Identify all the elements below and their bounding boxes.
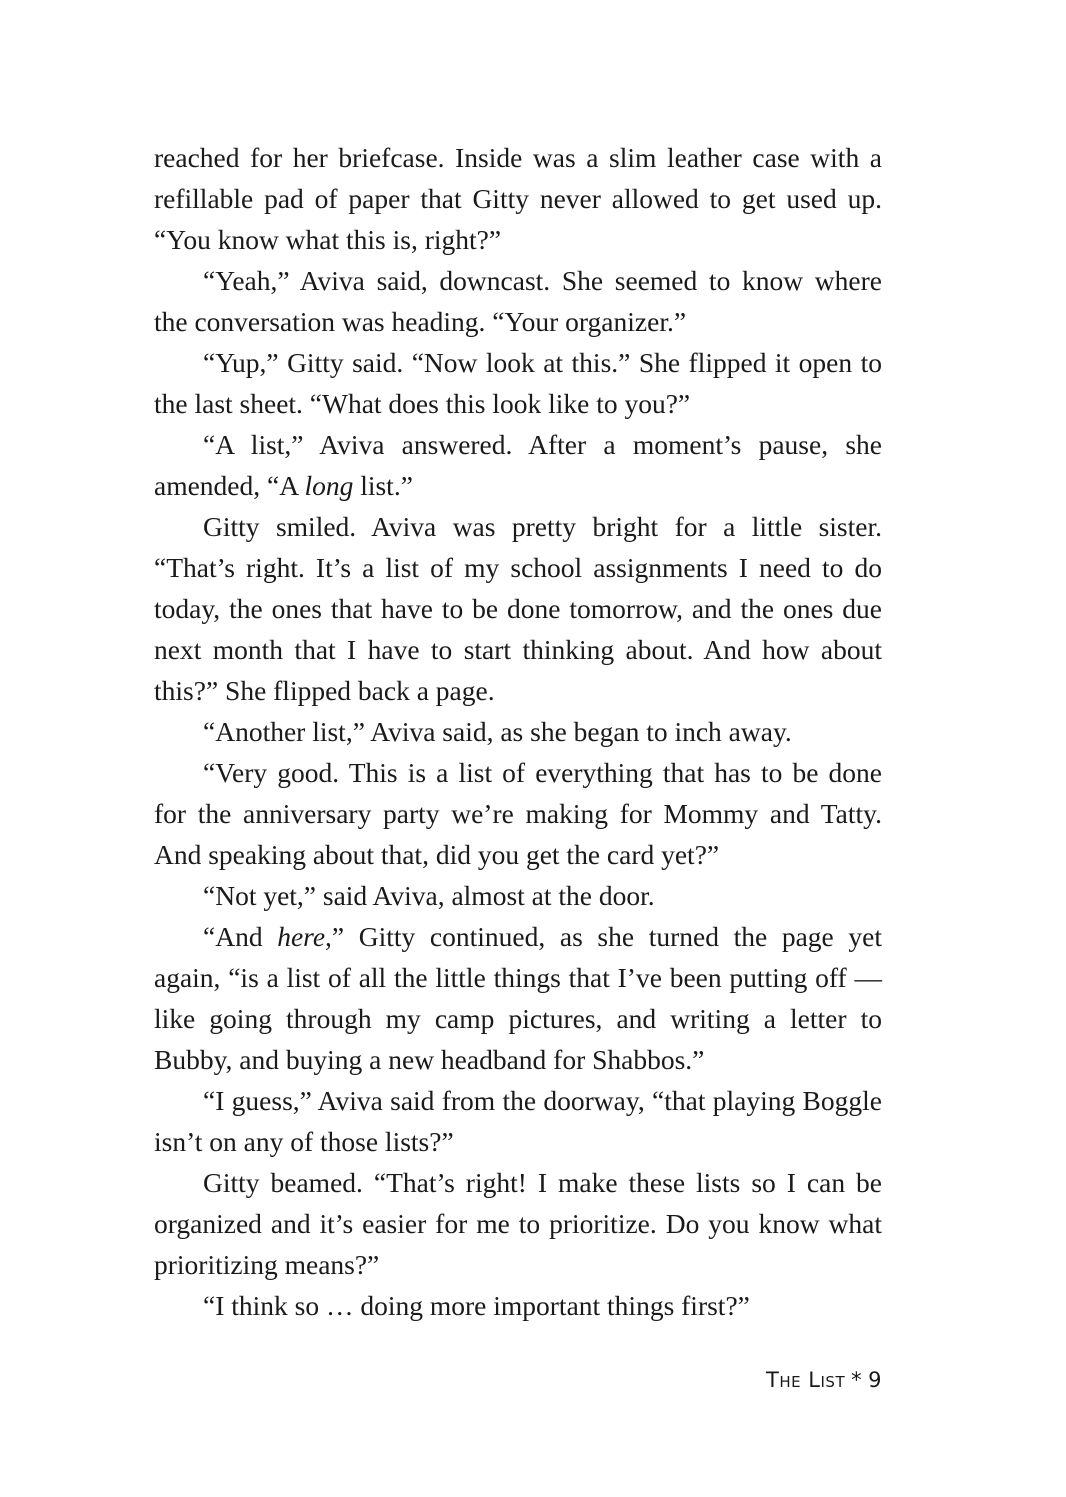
paragraph (154, 137, 882, 260)
paragraph (154, 342, 882, 424)
text-run: Gitty smiled. Aviva was pretty bright for a little sister. “That’s right. It’s a list of my school assignments I need to do today, the ones that have to be done tomorrow, and the ones due next month that I have to start thinking about. And how about this?” She flipped back a page. (154, 511, 882, 706)
paragraph (154, 711, 882, 752)
italic-text: long (304, 470, 354, 501)
paragraph (154, 506, 882, 711)
text-run: ,” Gitty continued, as she turned the page yet again, “is a list of all the little things that I’ve been putting off — like going through my camp pictures, and writing a letter to Bubby, and buying a new headband for Shabbos.” (154, 921, 882, 1075)
text-run: “A list,” Aviva answered. After a moment’s pause, she amended, “A (154, 429, 882, 501)
text-run: “I guess,” Aviva said from the doorway, “that playing Boggle isn’t on any of those lists?” (154, 1085, 882, 1157)
text-run: list.” (353, 470, 413, 501)
paragraph (154, 752, 882, 875)
text-run: “I think so … doing more important things first?” (203, 1290, 750, 1321)
text-run: “Yeah,” Aviva said, downcast. She seemed to know where the conversation was heading. “Your organizer.” (154, 265, 882, 337)
body-text (154, 137, 882, 1326)
paragraph (154, 916, 882, 1080)
footer-separator: * (851, 1368, 863, 1392)
footer-book-title: The List (766, 1368, 846, 1392)
text-run: “And (203, 921, 278, 952)
paragraph (154, 1162, 882, 1285)
page-number: 9 (868, 1368, 882, 1392)
text-run: reached for her briefcase. Inside was a slim leather case with a refillable pad of paper that Gitty never allowed to get used up. “You know what this is, right?” (154, 142, 882, 255)
paragraph (154, 1285, 882, 1326)
text-run: “Yup,” Gitty said. “Now look at this.” She flipped it open to the last sheet. “What does this look like to you?” (154, 347, 882, 419)
paragraph (154, 875, 882, 916)
paragraph (154, 260, 882, 342)
paragraph (154, 424, 882, 506)
paragraph (154, 1080, 882, 1162)
text-run: “Very good. This is a list of everything that has to be done for the anniversary party we’re making for Mommy and Tatty. And speaking about that, did you get the card yet?” (154, 757, 882, 870)
text-run: “Not yet,” said Aviva, almost at the door. (203, 880, 655, 911)
text-run: “Another list,” Aviva said, as she began to inch away. (203, 716, 792, 747)
italic-text: here (277, 921, 326, 952)
running-footer (766, 1368, 882, 1392)
text-run: Gitty beamed. “That’s right! I make these lists so I can be organized and it’s easier for me to prioritize. Do you know what prioritizing means?” (154, 1167, 882, 1280)
